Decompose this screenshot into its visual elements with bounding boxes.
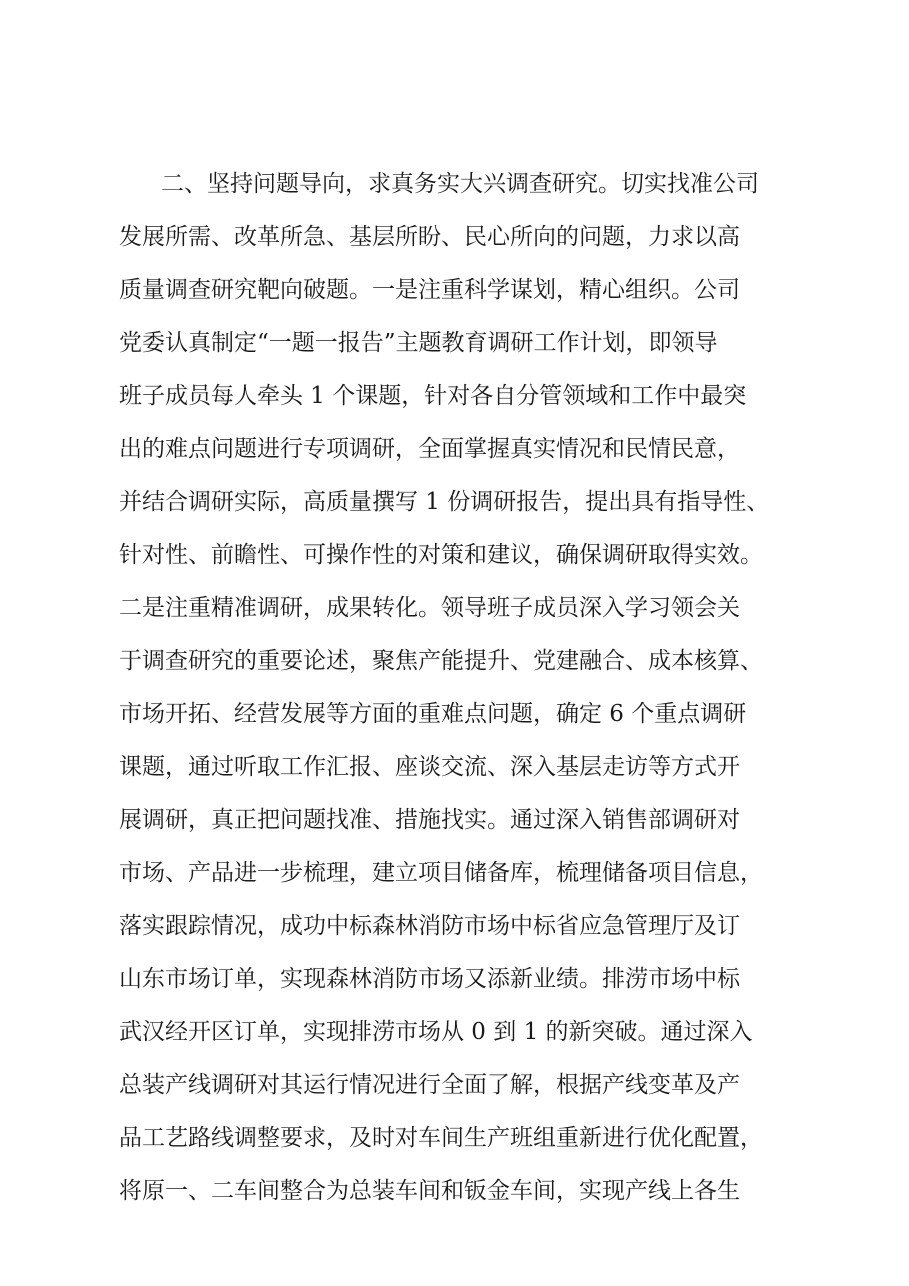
text-line: 针对性、前瞻性、可操作性的对策和建议，确保调研取得实效。 — [119, 542, 763, 568]
text-line: 发展所需、改革所急、基层所盼、民心所向的问题，力求以高 — [119, 224, 740, 250]
text-line: 班子成员每人牵头 1 个课题，针对各自分管领域和工作中最突 — [119, 383, 747, 409]
text-line: 课题，通过听取工作汇报、座谈交流、深入基层走访等方式开 — [119, 754, 740, 780]
text-line: 党委认真制定“一题一报告”主题教育调研工作计划，即领导 — [119, 330, 718, 356]
text-line: 市场、产品进一步梳理，建立项目储备库，梳理储备项目信息， — [119, 860, 763, 886]
text-line: 质量调查研究靶向破题。一是注重科学谋划，精心组织。公司 — [119, 277, 740, 303]
text-line: 于调查研究的重要论述，聚焦产能提升、党建融合、成本核算、 — [119, 648, 763, 674]
text-line: 山东市场订单，实现森林消防市场又添新业绩。排涝市场中标 — [119, 966, 740, 992]
text-line: 武汉经开区订单，实现排涝市场从 0 到 1 的新突破。通过深入 — [119, 1019, 753, 1045]
text-line: 将原一、二车间整合为总装车间和钣金车间，实现产线上各生 — [119, 1178, 740, 1204]
text-line: 展调研，真正把问题找准、措施找实。通过深入销售部调研对 — [119, 807, 740, 833]
text-line: 二是注重精准调研，成果转化。领导班子成员深入学习领会关 — [119, 595, 740, 621]
text-line: 总装产线调研对其运行情况进行全面了解，根据产线变革及产 — [119, 1072, 740, 1098]
text-line: 并结合调研实际，高质量撰写 1 份调研报告，提出具有指导性、 — [119, 489, 770, 515]
text-line: 落实跟踪情况，成功中标森林消防市场中标省应急管理厅及订 — [119, 913, 740, 939]
text-line: 市场开拓、经营发展等方面的重难点问题，确定 6 个重点调研 — [119, 701, 747, 727]
text-line: 品工艺路线调整要求，及时对车间生产班组重新进行优化配置， — [119, 1125, 763, 1151]
text-line: 出的难点问题进行专项调研，全面掌握真实情况和民情民意， — [119, 436, 740, 462]
body-paragraph — [119, 158, 819, 1218]
text-line: 二、坚持问题导向，求真务实大兴调查研究。切实找准公司 — [161, 171, 759, 197]
